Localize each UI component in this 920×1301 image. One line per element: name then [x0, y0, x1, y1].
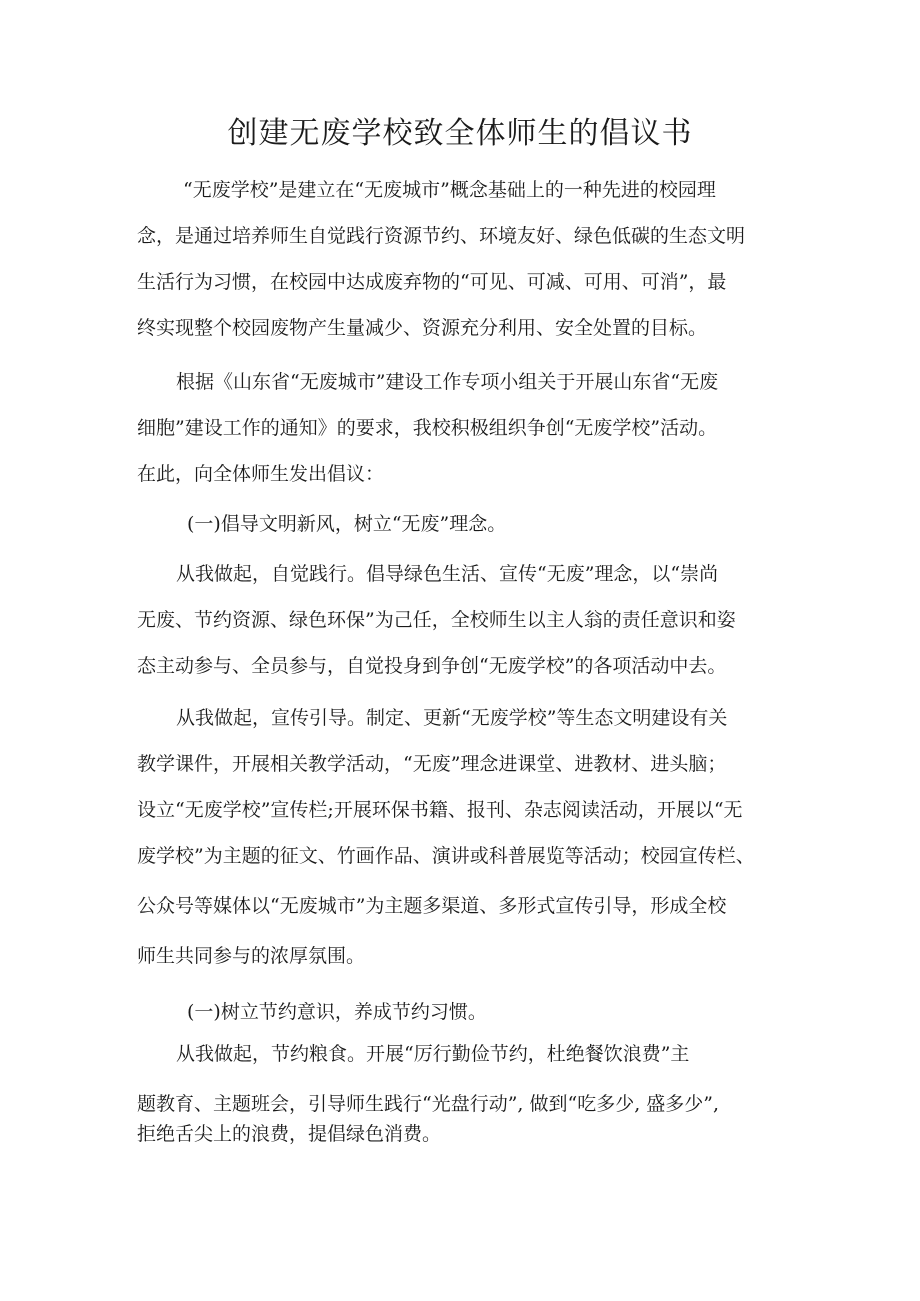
paragraph-3-line-2: 无废、节约资源、绿色环保”为己任，全校师生以主人翁的责任意识和姿: [137, 609, 736, 631]
paragraph-4-line-1: 从我做起，宣传引导。制定、更新“无废学校”等生态文明建设有关: [176, 707, 728, 729]
paragraph-4-line-4: 废学校”为主题的征文、竹画作品、演讲或科普展览等活动；校园宣传栏、: [137, 845, 755, 867]
document-title: 创建无废学校致全体师生的倡议书: [227, 116, 693, 151]
paragraph-2-line-1: 根据《山东省“无废城市”建设工作专项小组关于开展山东省“无废: [176, 371, 719, 393]
paragraph-1-line-3: 生活行为习惯，在校园中达成废弃物的“可见、可减、可用、可消”，最: [137, 271, 727, 293]
paragraph-4-line-3: 设立“无废学校”宣传栏;开展环保书籍、报刊、杂志阅读活动，开展以“无: [137, 799, 743, 821]
paragraph-4-line-5: 公众号等媒体以“无废城市”为主题多渠道、多形式宣传引导，形成全校: [137, 895, 727, 917]
paragraph-4-line-2: 教学课件，开展相关教学活动，“无废”理念进课堂、进教材、进头脑；: [137, 753, 727, 775]
paragraph-4-line-6: 师生共同参与的浓厚氛围。: [137, 945, 366, 967]
paragraph-3-line-1: 从我做起，自觉践行。倡导绿色生活、宣传“无废”理念，以“崇尚: [176, 563, 719, 585]
paragraph-2-line-3: 在此，向全体师生发出倡议：: [137, 463, 385, 485]
paragraph-5-line-1: 从我做起，节约粮食。开展“厉行勤俭节约，杜绝餐饮浪费”主: [176, 1043, 690, 1065]
paragraph-5-line-2: 题教育、主题班会，引导师生践行“光盘行动”, 做到“吃多少, 盛多少”,: [137, 1093, 720, 1115]
paragraph-5-line-3: 拒绝舌尖上的浪费，提倡绿色消费。: [137, 1123, 442, 1145]
paragraph-3-line-3: 态主动参与、全员参与，自觉投身到争创“无废学校”的各项活动中去。: [137, 655, 727, 677]
section-heading-2: (一)树立节约意识，养成节约习惯。: [187, 1001, 487, 1023]
paragraph-2-line-2: 细胞”建设工作的通知》的要求，我校积极组织争创“无废学校”活动。: [137, 417, 718, 439]
paragraph-1-line-2: 念，是通过培养师生自觉践行资源节约、环境友好、绿色低碳的生态文明: [137, 225, 746, 247]
paragraph-1-line-1: “无废学校”是建立在“无废城市”概念基础上的一种先进的校园理: [183, 179, 716, 201]
section-heading-1: (一)倡导文明新风，树立“无废”理念。: [187, 513, 507, 535]
paragraph-1-line-4: 终实现整个校园废物产生量减少、资源充分利用、安全处置的目标。: [137, 317, 708, 339]
